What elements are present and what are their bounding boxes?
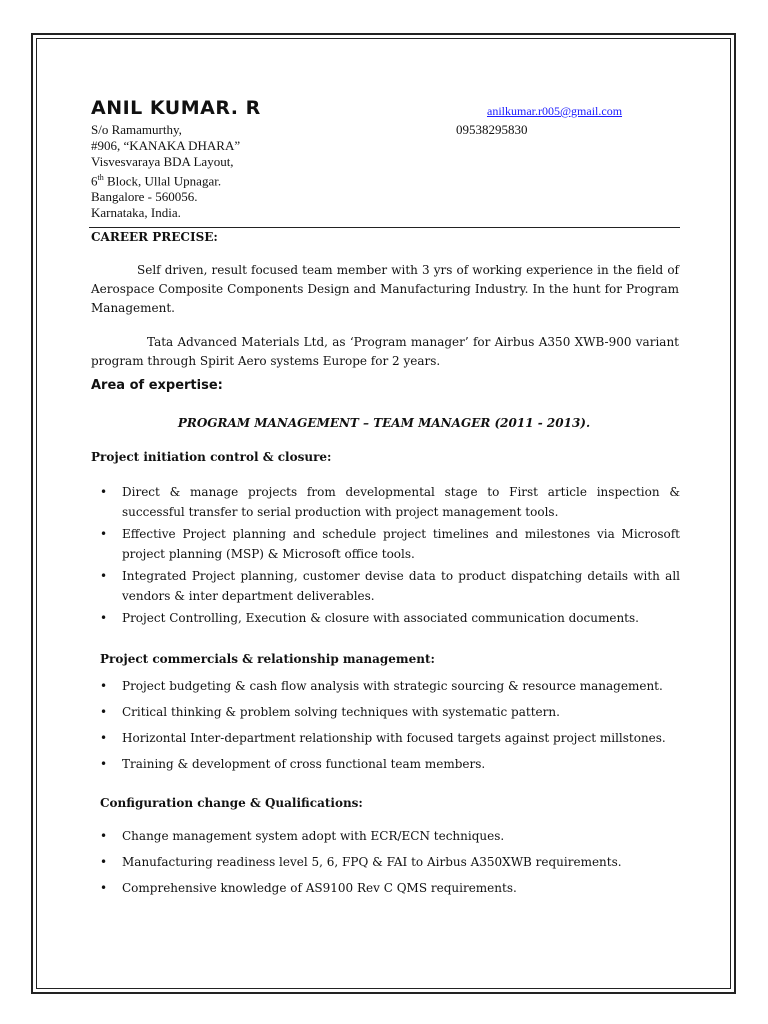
list-item: • Project Controlling, Execution & closure with associated communication documents. [100, 608, 680, 628]
list-item: • Effective Project planning and schedule project timelines and milestones via Microsoft project planning (MSP) & Microsoft office tools. [100, 524, 680, 564]
initiation-list [100, 482, 680, 630]
bullet-icon: • [100, 611, 108, 625]
address-block [91, 122, 240, 221]
bullet-icon: • [100, 881, 108, 895]
bullet-icon: • [100, 569, 108, 583]
bullet-icon: • [100, 829, 108, 843]
bullet-icon: • [100, 679, 108, 693]
header-divider [89, 227, 680, 228]
list-item: • Project budgeting & cash flow analysis with strategic sourcing & resource management. [100, 676, 680, 696]
address-line: 6th Block, Ullal Upnagar. [91, 173, 222, 189]
list-item: • Horizontal Inter-department relationship with focused targets against project millstones. [100, 728, 680, 748]
list-item: • Training & development of cross functional team members. [100, 754, 680, 774]
candidate-name: ANIL KUMAR. R [91, 97, 261, 119]
list-item: • Critical thinking & problem solving techniques with systematic pattern. [100, 702, 680, 722]
expertise-heading: Area of expertise: [91, 378, 223, 393]
address-line: #906, “KANAKA DHARA” [91, 138, 241, 153]
bullet-icon: • [100, 731, 108, 745]
bullet-icon: • [100, 527, 108, 541]
bullet-icon: • [100, 705, 108, 719]
career-summary: Self driven, result focused team member with 3 yrs of working experience in the field of Aerospace Composite Components Design and Manufacturing Industry. In the hunt for Program Management. [91, 263, 679, 315]
bullet-icon: • [100, 757, 108, 771]
list-item: • Comprehensive knowledge of AS9100 Rev C QMS requirements. [100, 878, 680, 898]
career-heading: CAREER PRECISE: [91, 230, 218, 244]
list-item: • Direct & manage projects from developmental stage to First article inspection & successful transfer to serial production with project management tools. [100, 482, 680, 522]
address-line: Bangalore - 560056. [91, 189, 198, 205]
address-line: S/o Ramamurthy, [91, 122, 182, 137]
bullet-icon: • [100, 485, 108, 499]
section-title-commercials: Project commercials & relationship management: [100, 652, 435, 666]
commercials-list [100, 676, 680, 780]
configuration-list [100, 826, 680, 904]
address-line: Visvesvaraya BDA Layout, [91, 154, 234, 169]
list-item: • Change management system adopt with ECR/ECN techniques. [100, 826, 680, 846]
email-link[interactable]: anilkumar.r005@gmail.com [487, 104, 623, 118]
role-title: PROGRAM MANAGEMENT – TEAM MANAGER (2011 - 2013). [177, 416, 591, 430]
phone-number: 09538295830 [456, 122, 528, 137]
list-item: • Integrated Project planning, customer devise data to product dispatching details with all vendors & inter department deliverables. [100, 566, 680, 606]
section-title-configuration: Configuration change & Qualifications: [100, 796, 363, 810]
career-experience: Tata Advanced Materials Ltd, as ‘Program manager’ for Airbus A350 XWB-900 variant program through Spirit Aero systems Europe for 2 years. [91, 335, 679, 368]
list-item: • Manufacturing readiness level 5, 6, FPQ & FAI to Airbus A350XWB requirements. [100, 852, 680, 872]
section-title-initiation: Project initiation control & closure: [91, 450, 332, 464]
bullet-icon: • [100, 855, 108, 869]
address-line: Karnataka, India. [91, 205, 181, 221]
